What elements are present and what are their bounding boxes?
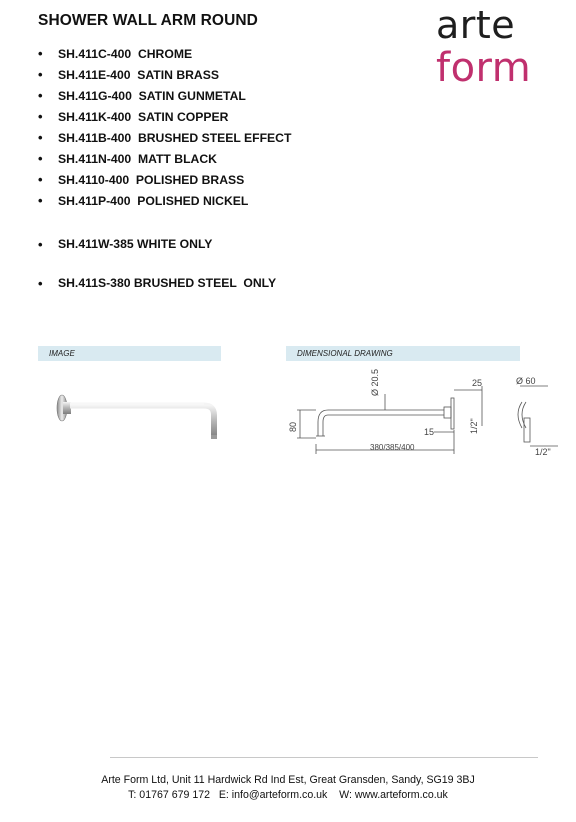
finish-code-item: • SH.411G-400 SATIN GUNMETAL [38, 88, 291, 109]
footer-email[interactable]: E: info@arteform.co.uk [218, 789, 328, 801]
dimensional-drawing [282, 366, 572, 466]
finish-code-item: • SH.411C-400 CHROME [38, 46, 291, 67]
white-only-code: • SH.411W-385 WHITE ONLY [38, 237, 212, 251]
page-title: SHOWER WALL ARM ROUND [38, 12, 258, 29]
drawing-section-header: DIMENSIONAL DRAWING [286, 346, 520, 361]
footer-contacts [0, 789, 576, 801]
image-section-header: IMAGE [38, 346, 221, 361]
finish-code-item: • SH.411E-400 SATIN BRASS [38, 67, 291, 88]
dim-15-label: 15 [424, 427, 435, 437]
dim-25-label: 25 [472, 378, 483, 388]
brushed-steel-only-code: • SH.411S-380 BRUSHED STEEL ONLY [38, 276, 276, 290]
footer-website[interactable]: W: www.arteform.co.uk [339, 789, 448, 801]
arm-length-label: 380/385/400 [370, 443, 415, 452]
finish-code-item: • SH.411B-400 BRUSHED STEEL EFFECT [38, 130, 291, 151]
rose-diameter-label: Ø 60 [516, 376, 536, 386]
arteform-logo [436, 3, 532, 91]
product-photo [52, 380, 232, 450]
finish-code-item: • SH.411P-400 POLISHED NICKEL [38, 193, 291, 214]
pipe-diameter-label: Ø 20.5 [370, 368, 380, 396]
finish-code-item: • SH.411K-400 SATIN COPPER [38, 109, 291, 130]
thread-side-label: 1/2" [535, 447, 551, 457]
thread-main-label: 1/2" [469, 418, 479, 434]
footer-address: Arte Form Ltd, Unit 11 Hardwick Rd Ind Est, Great Gransden, Sandy, SG19 3BJ [101, 774, 475, 786]
footer-phone: T: 01767 679 172 [128, 789, 211, 801]
finish-code-list [38, 46, 291, 214]
finish-code-item: • SH.411N-400 MATT BLACK [38, 151, 291, 172]
logo-word-arte: arte [436, 3, 516, 47]
dim-80-label: 80 [288, 421, 298, 432]
logo-word-form: form [436, 45, 532, 91]
footer-divider [110, 757, 538, 758]
finish-code-item: • SH.4110-400 POLISHED BRASS [38, 172, 291, 193]
